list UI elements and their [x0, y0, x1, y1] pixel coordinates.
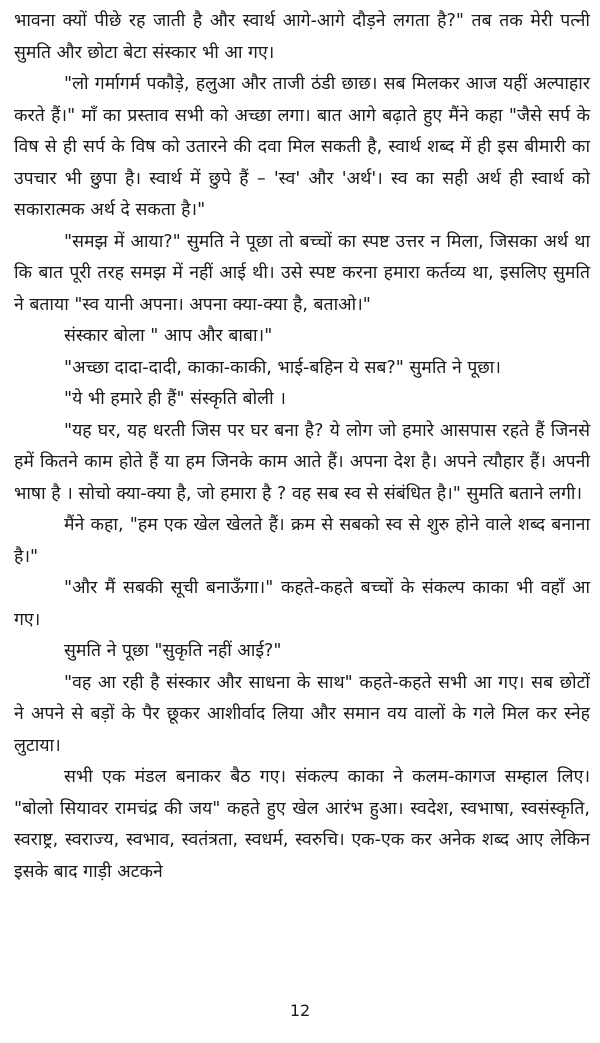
paragraph: भावना क्यों पीछे रह जाती है और स्वार्थ आगे-आगे दौड़ने लगता है?" तब तक मेरी पत्नी सुमति और छोटा बेटा संस्कार भी आ गए।: [14, 11, 590, 63]
paragraph: "अच्छा दादा-दादी, काका-काकी, भाई-बहिन ये सब?" सुमति ने पूछा।: [64, 357, 501, 378]
paragraph: सुमति ने पूछा "सुकृति नहीं आई?": [64, 641, 282, 661]
paragraph: "लो गर्मागर्म पकौड़े, हलुआ और ताजी ठंडी छाछ। सब मिलकर आज यहीं अल्पाहार करते हैं।" माँ का प्रस्ताव सभी को अच्छा लगा। बात आगे बढ़ाते हुए मैंने कहा "जैसे सर्प के विष से ही सर्प के विष को उतारने की दवा मिल सकती है, स्वार्थ शब्द में ही इस बीमारी का उपचार भी छुपा है। स्वार्थ में छुपे हैं – 'स्व' और 'अर्थ'। स्व का सही अर्थ ही स्वार्थ को सकारात्मक अर्थ दे सकता है।": [14, 74, 590, 220]
paragraph: मैंने कहा, "हम एक खेल खेलते हैं। क्रम से सबको स्व से शुरु होने वाले शब्द बनाना है।": [14, 515, 590, 567]
paragraph: "ये भी हमारे ही हैं" संस्कृति बोली ।: [64, 389, 286, 409]
paragraph: संस्कार बोला " आप और बाबा।": [64, 326, 273, 346]
paragraph: "और मैं सबकी सूची बनाऊँगा।" कहते-कहते बच्चों के संकल्प काका भी वहाँ आ गए।: [14, 578, 590, 630]
paragraph: "समझ में आया?" सुमति ने पूछा तो बच्चों का स्पष्ट उत्तर न मिला, जिसका अर्थ था कि बात पूरी तरह समझ में नहीं आई थी। उसे स्पष्ट करना हमारा कर्तव्य था, इसलिए सुमति ने बताया "स्व यानी अपना। अपना क्या-क्या है, बताओ।": [14, 231, 590, 315]
paragraph: सभी एक मंडल बनाकर बैठ गए। संकल्प काका ने कलम-कागज सम्हाल लिए। "बोलो सियावर रामचंद्र की जय" कहते हुए खेल आरंभ हुआ। स्वदेश, स्वभाषा, स्वसंस्कृति, स्वराष्ट्र, स्वराज्य, स्वभाव, स्वतंत्रता, स्वधर्म, स्वरुचि। एक-एक कर अनेक शब्द आए लेकिन इसके बाद गाड़ी अटकने: [14, 767, 590, 882]
paragraph: "वह आ रही है संस्कार और साधना के साथ" कहते-कहते सभी आ गए। सब छोटों ने अपने से बड़ों के पैर छूकर आशीर्वाद लिया और समान वय वालों के गले मिल कर स्नेह लुटाया।: [14, 672, 590, 756]
body-text: [14, 6, 590, 888]
page-number: 12: [289, 1001, 311, 1020]
paragraph: "यह घर, यह धरती जिस पर घर बना है? ये लोग जो हमारे आसपास रहते हैं जिनसे हमें कितने काम होते हैं या हम जिनके काम आते हैं। अपना देश है। अपने त्यौहार हैं। अपनी भाषा है । सोचो क्या-क्या है, जो हमारा है ? वह सब स्व से संबंधित है।" सुमति बताने लगी।: [14, 420, 590, 504]
